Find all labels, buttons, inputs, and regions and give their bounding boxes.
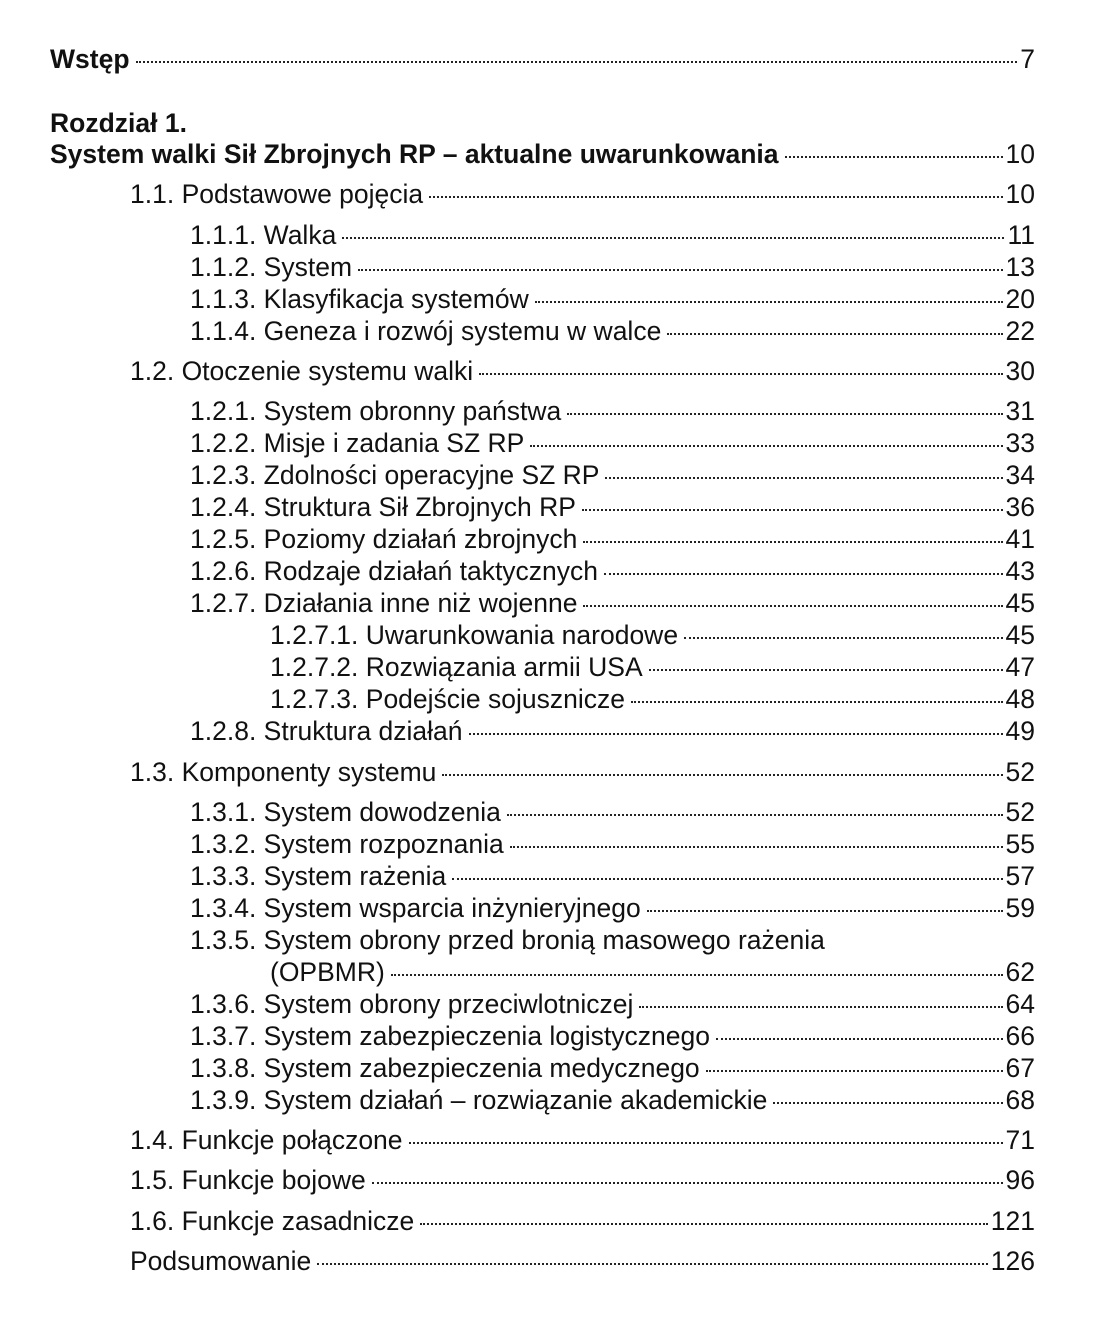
toc-entry-label: 1.3.4. System wsparcia inżynieryjnego xyxy=(190,893,641,923)
dot-leader xyxy=(716,1038,1003,1040)
toc-entry xyxy=(190,716,1035,746)
dot-leader xyxy=(604,573,1002,575)
toc-entry-page: 67 xyxy=(1005,1053,1035,1083)
toc-entry-page: 41 xyxy=(1005,524,1035,554)
toc-entry-page: 45 xyxy=(1005,620,1035,650)
toc-entry-label: System walki Sił Zbrojnych RP – aktualne uwarunkowania xyxy=(50,139,779,169)
toc-entry-label: 1.5. Funkcje bojowe xyxy=(130,1165,366,1195)
toc-entry xyxy=(190,989,1035,1019)
toc-entry-label: 1.1.4. Geneza i rozwój systemu w walce xyxy=(190,316,662,346)
dot-leader xyxy=(706,1070,1003,1072)
dot-leader xyxy=(582,509,1003,511)
toc-entry-label: 1.3.1. System dowodzenia xyxy=(190,797,501,827)
toc-entry xyxy=(130,1206,1035,1236)
toc-entry-page: 43 xyxy=(1005,556,1035,586)
toc-entry-label: 1.4. Funkcje połączone xyxy=(130,1125,403,1155)
toc-entry xyxy=(130,757,1035,787)
dot-leader xyxy=(429,196,1002,198)
chapter-label: Rozdział 1. xyxy=(50,108,187,138)
toc-entry xyxy=(190,316,1035,346)
toc-entry-label-continuation: (OPBMR) xyxy=(270,957,385,987)
toc-entry xyxy=(130,179,1035,209)
toc-entry xyxy=(190,428,1035,458)
dot-leader xyxy=(639,1006,1002,1008)
toc-entry-page: 52 xyxy=(1005,757,1035,787)
toc-entry-label: 1.2.7. Działania inne niż wojenne xyxy=(190,588,578,618)
toc-entry-page: 57 xyxy=(1005,861,1035,891)
toc-entry-page: 20 xyxy=(1005,284,1035,314)
toc-entry-page: 30 xyxy=(1005,356,1035,386)
toc-entry xyxy=(190,797,1035,827)
toc-entry-label: 1.2.1. System obronny państwa xyxy=(190,396,562,426)
toc-entry-page: 49 xyxy=(1005,716,1035,746)
toc-entry-label: 1.1. Podstawowe pojęcia xyxy=(130,179,424,209)
toc-entry-label: 1.2.7.2. Rozwiązania armii USA xyxy=(270,652,643,682)
dot-leader xyxy=(583,541,1002,543)
toc-entry-label: 1.3.6. System obrony przeciwlotniczej xyxy=(190,989,634,1019)
toc-entry xyxy=(190,893,1035,923)
toc-entry-label: Wstęp xyxy=(50,44,130,74)
toc-entry xyxy=(130,1246,1035,1276)
toc-entry xyxy=(190,460,1035,490)
toc-entry-page: 13 xyxy=(1005,252,1035,282)
toc-entry-page: 36 xyxy=(1005,492,1035,522)
toc-entry xyxy=(190,1085,1035,1115)
dot-leader xyxy=(342,237,1004,239)
toc-entry xyxy=(190,252,1035,282)
toc-entry-label: 1.3.3. System rażenia xyxy=(190,861,447,891)
toc-entry-page: 45 xyxy=(1005,588,1035,618)
toc-entry xyxy=(190,284,1035,314)
dot-leader xyxy=(530,445,1002,447)
toc-entry-label: 1.3.8. System zabezpieczenia medycznego xyxy=(190,1053,700,1083)
toc-entry xyxy=(270,652,1035,682)
toc-entry-label: 1.2.7.1. Uwarunkowania narodowe xyxy=(270,620,679,650)
toc-entry-label: Podsumowanie xyxy=(130,1246,312,1276)
toc-entry-page: 126 xyxy=(990,1246,1035,1276)
dot-leader xyxy=(510,846,1003,848)
toc-entry-page: 55 xyxy=(1005,829,1035,859)
toc-entry xyxy=(130,356,1035,386)
toc-entry-label: 1.6. Funkcje zasadnicze xyxy=(130,1206,415,1236)
dot-leader xyxy=(785,156,1003,158)
toc-entry-label: 1.2.6. Rodzaje działań taktycznych xyxy=(190,556,599,586)
toc-entry-label: 1.3.9. System działań – rozwiązanie akademickie xyxy=(190,1085,768,1115)
toc-entry-label: 1.2.8. Struktura działań xyxy=(190,716,463,746)
toc-entry-label: 1.3.5. System obrony przed bronią masowego rażenia xyxy=(190,925,825,955)
dot-leader xyxy=(535,301,1003,303)
toc-entry xyxy=(190,220,1035,250)
dot-leader xyxy=(372,1182,1003,1184)
toc-entry-label: 1.2.2. Misje i zadania SZ RP xyxy=(190,428,525,458)
toc-entry xyxy=(270,684,1035,714)
toc-entry xyxy=(190,492,1035,522)
toc-entry-label: 1.1.1. Walka xyxy=(190,220,337,250)
toc-entry-chapter-title xyxy=(50,139,1035,169)
dot-leader xyxy=(358,269,1003,271)
toc-entry-page: 59 xyxy=(1005,893,1035,923)
toc-entry-label: 1.3.2. System rozpoznania xyxy=(190,829,504,859)
toc-entry-page: 22 xyxy=(1005,316,1035,346)
toc-entry-label: 1.2.4. Struktura Sił Zbrojnych RP xyxy=(190,492,576,522)
dot-leader xyxy=(583,605,1002,607)
toc-entry xyxy=(190,1053,1035,1083)
toc-entry xyxy=(190,556,1035,586)
toc-entry-page: 96 xyxy=(1005,1165,1035,1195)
toc-entry-label: 1.3.7. System zabezpieczenia logistycznego xyxy=(190,1021,710,1051)
dot-leader xyxy=(442,774,1002,776)
toc-entry-page: 34 xyxy=(1005,460,1035,490)
toc-entry xyxy=(190,861,1035,891)
toc-entry-label: 1.2.7.3. Podejście sojusznicze xyxy=(270,684,626,714)
dot-leader xyxy=(469,733,1003,735)
dot-leader xyxy=(605,477,1002,479)
toc-entry xyxy=(190,524,1035,554)
dot-leader xyxy=(420,1223,987,1225)
toc-entry xyxy=(190,1021,1035,1051)
toc-entry-page: 10 xyxy=(1005,139,1035,169)
dot-leader xyxy=(479,373,1002,375)
dot-leader xyxy=(684,637,1002,639)
toc-entry-page: 52 xyxy=(1005,797,1035,827)
dot-leader xyxy=(647,910,1003,912)
toc-entry-page: 64 xyxy=(1005,989,1035,1019)
toc-entry xyxy=(270,620,1035,650)
toc-entry-label: 1.1.3. Klasyfikacja systemów xyxy=(190,284,529,314)
toc-entry xyxy=(130,1165,1035,1195)
toc-entry xyxy=(190,829,1035,859)
toc-entry-page: 66 xyxy=(1005,1021,1035,1051)
toc-entry-intro xyxy=(50,44,1035,74)
toc-entry-page: 7 xyxy=(1020,44,1035,74)
toc-entry-label: 1.3. Komponenty systemu xyxy=(130,757,437,787)
dot-leader xyxy=(667,333,1002,335)
dot-leader xyxy=(649,669,1003,671)
dot-leader xyxy=(409,1142,1003,1144)
toc-entry-page: 68 xyxy=(1005,1085,1035,1115)
dot-leader xyxy=(136,61,1018,63)
dot-leader xyxy=(452,878,1002,880)
dot-leader xyxy=(773,1102,1002,1104)
toc-entry xyxy=(190,396,1035,426)
toc-entry-page: 33 xyxy=(1005,428,1035,458)
toc-entry-page: 11 xyxy=(1007,220,1035,250)
dot-leader xyxy=(507,814,1003,816)
toc-entry-label: 1.2.5. Poziomy działań zbrojnych xyxy=(190,524,578,554)
toc-entry-page: 10 xyxy=(1005,179,1035,209)
dot-leader xyxy=(631,701,1003,703)
toc-entry xyxy=(190,588,1035,618)
toc-entry-page: 48 xyxy=(1005,684,1035,714)
dot-leader xyxy=(317,1263,988,1265)
toc-entry-label: 1.2. Otoczenie systemu walki xyxy=(130,356,474,386)
toc-entry-label: 1.1.2. System xyxy=(190,252,353,282)
toc-entry xyxy=(270,957,1035,987)
dot-leader xyxy=(391,974,1003,976)
toc-entry-page: 62 xyxy=(1005,957,1035,987)
dot-leader xyxy=(567,413,1002,415)
toc-entry-label: 1.2.3. Zdolności operacyjne SZ RP xyxy=(190,460,600,490)
toc-entry-page: 71 xyxy=(1005,1125,1035,1155)
toc-entry-page: 47 xyxy=(1005,652,1035,682)
toc-entry xyxy=(130,1125,1035,1155)
toc-entry-page: 31 xyxy=(1005,396,1035,426)
toc-entry-page: 121 xyxy=(990,1206,1035,1236)
